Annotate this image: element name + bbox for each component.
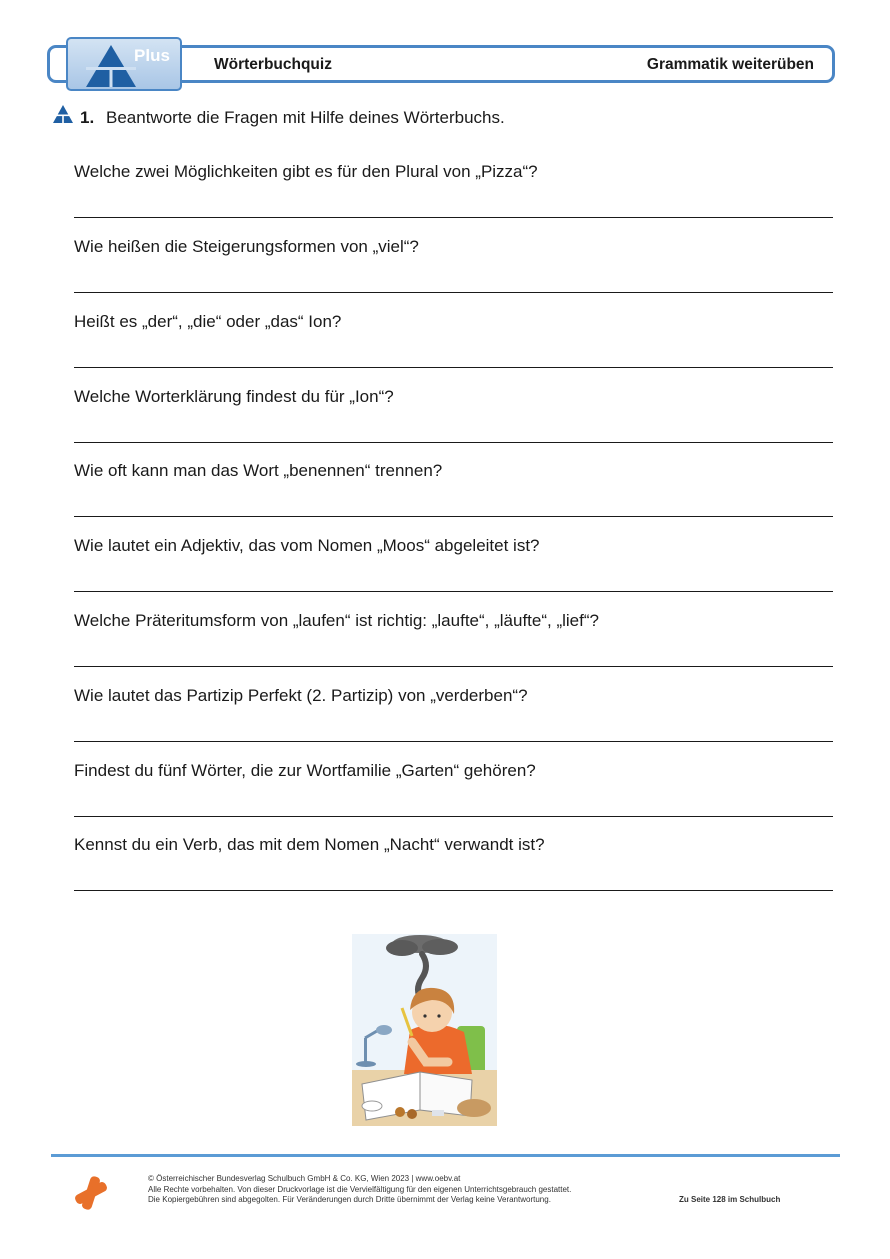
textbook-page-reference: Zu Seite 128 im Schulbuch bbox=[679, 1195, 781, 1204]
worksheet-title: Wörterbuchquiz bbox=[214, 56, 332, 73]
footer-copyright: © Österreichischer Bundesverlag Schulbuch GmbH & Co. KG, Wien 2023 | www.oebv.at bbox=[148, 1174, 461, 1183]
question-2: Wie heißen die Steigerungsformen von „viel“? bbox=[74, 237, 419, 256]
plus-logo bbox=[66, 37, 182, 91]
answer-line-10[interactable] bbox=[74, 890, 833, 891]
answer-line-1[interactable] bbox=[74, 217, 833, 218]
section-title: Grammatik weiterüben bbox=[646, 56, 814, 73]
footer-rights: Alle Rechte vorbehalten. Von dieser Druckvorlage ist die Vervielfältigung für den eigenen Unterrichtsgebrauch gestattet. bbox=[148, 1184, 572, 1194]
answer-line-7[interactable] bbox=[74, 666, 833, 667]
answer-line-6[interactable] bbox=[74, 591, 833, 592]
answer-line-4[interactable] bbox=[74, 442, 833, 443]
question-4: Welche Worterklärung findest du für „Ion“? bbox=[74, 387, 394, 406]
question-10: Kennst du ein Verb, das mit dem Nomen „Nacht“ verwandt ist? bbox=[74, 835, 545, 854]
answer-line-9[interactable] bbox=[74, 816, 833, 817]
answer-line-5[interactable] bbox=[74, 516, 833, 517]
footer-rule bbox=[51, 1154, 840, 1157]
footer-fees: Die Kopiergebühren sind abgegolten. Für Veränderungen durch Dritte übernimmt der Verlag keine Verantwortung. bbox=[148, 1195, 551, 1204]
question-9: Findest du fünf Wörter, die zur Wortfamilie „Garten“ gehören? bbox=[74, 761, 536, 780]
question-5: Wie oft kann man das Wort „benennen“ trennen? bbox=[74, 461, 443, 480]
task-instruction: Beantworte die Fragen mit Hilfe deines Wörterbuchs. bbox=[106, 108, 505, 127]
footer-legal-text bbox=[148, 1174, 571, 1206]
question-7: Welche Präteritumsform von „laufen“ ist richtig: „laufte“, „läufte“, „lief“? bbox=[74, 611, 599, 630]
task-number: 1. bbox=[80, 108, 95, 127]
logo-plus-text: Plus bbox=[134, 46, 170, 65]
answer-line-3[interactable] bbox=[74, 367, 833, 368]
answer-line-2[interactable] bbox=[74, 292, 833, 293]
question-6: Wie lautet ein Adjektiv, das vom Nomen „Moos“ abgeleitet ist? bbox=[74, 536, 540, 555]
thinking-student-illustration bbox=[352, 934, 497, 1126]
question-3: Heißt es „der“, „die“ oder „das“ Ion? bbox=[74, 312, 342, 331]
publisher-logo-icon bbox=[72, 1174, 110, 1212]
question-1: Welche zwei Möglichkeiten gibt es für den Plural von „Pizza“? bbox=[74, 162, 538, 181]
question-8: Wie lautet das Partizip Perfekt (2. Partizip) von „verderben“? bbox=[74, 686, 528, 705]
difficulty-triangle-icon bbox=[53, 105, 73, 123]
answer-line-8[interactable] bbox=[74, 741, 833, 742]
